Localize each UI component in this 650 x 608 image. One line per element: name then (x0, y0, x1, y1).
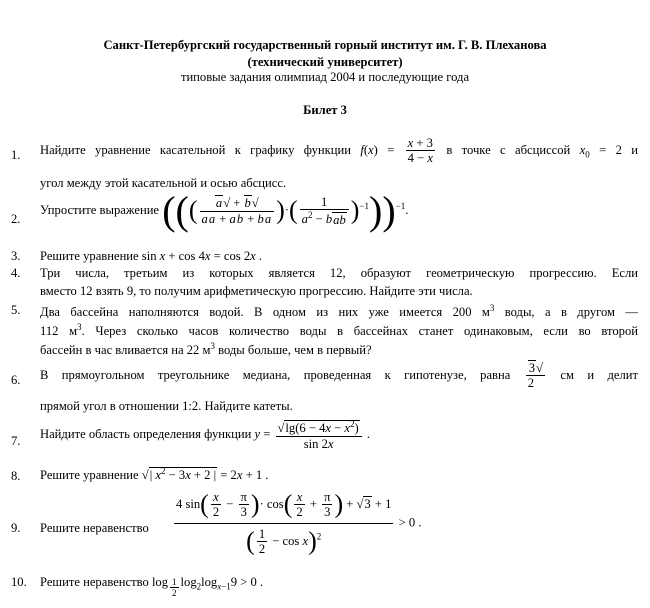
problem-number: 8. (11, 469, 21, 483)
problem-5-text-b: воды, а в другом — (504, 305, 638, 320)
problem-3-text: Решите уравнение (40, 249, 139, 263)
problem-number: 6. (11, 373, 21, 387)
problem-1-line-1 (40, 136, 638, 166)
problem-8-line (40, 466, 268, 483)
problem-5-line-1: Два бассейна наполняются водой. В одном из них уже имеется 200 $м^3$ воды, а в другом — (40, 303, 638, 320)
problem-8-equation: √| $x^2 - 3x + 2$ | = 2x + 1 . (141, 466, 269, 483)
problem-10-inequality: log $_{\frac{1}{2}}$ $\log_2\log_{x-1}9 > 0$ . (151, 575, 264, 598)
problem-7-function: y = $\frac{√\lg(6 - 4x - x^2)}{\sin 2x}$ . (254, 419, 370, 451)
problem-6-text-b: см и делит (560, 367, 638, 382)
problem-10-line (40, 575, 263, 598)
problem-10-text: Решите неравенство (40, 575, 149, 589)
problem-4-text-a: Три числа, третьим из которых является 12, образуют геометрическую прогрессию. Если (40, 266, 638, 280)
problem-8-text: Решите уравнение (40, 468, 139, 483)
problem-5-line-3: бассейн в час вливается на 22 $м^3$ воды больше, чем в первый? (40, 341, 372, 358)
problem-4-text-b: вместо 12 взять 9, то получим арифметическую прогрессию. Найдите эти числа. (40, 284, 473, 298)
university-subtitle: (технический университет) (247, 55, 403, 69)
problem-9-text: Решите неравенство (40, 521, 149, 535)
ticket-title: Билет 3 (303, 103, 347, 117)
problem-2-text: Упростите выражение (40, 202, 160, 217)
problem-5-line-2: 112 $м^3$. Через сколько часов количество воды в бассейнах станет одинаковым, если во второй (40, 322, 639, 339)
problem-7-line (40, 419, 370, 451)
olympiad-subtitle: типовые задания олимпиад 2004 и последующие года (180, 70, 470, 84)
problem-1-text-c: и (631, 142, 639, 157)
problem-1-text-a: Найдите уравнение касательной к графику функции (40, 142, 351, 157)
problem-number: 1. (11, 148, 21, 162)
problem-6-fraction: $\frac{3√}{2}$ (527, 361, 543, 391)
problem-2-line (40, 188, 409, 234)
problem-5-text-d: . Через сколько часов количество воды в бассейнах станет одинаковым, если во второй (81, 324, 639, 339)
problem-number: 4. (11, 266, 21, 280)
problem-5-text-c: 112 м (40, 324, 78, 339)
problem-7-text: Найдите область определения функции (40, 426, 252, 441)
problem-5-text-f: воды больше, чем в первый? (218, 343, 372, 358)
problem-number: 5. (11, 303, 21, 317)
problem-1-function: f(x) = $\frac{x + 3}{4 - x}$ (360, 136, 433, 166)
institute-title: Санкт-Петербургский государственный горный институт им. Г. В. Плеханова (103, 38, 547, 52)
problem-number: 7. (11, 434, 21, 448)
problem-5-text-e: бассейн в час вливается на 22 м (40, 343, 211, 358)
problem-6-text-c: прямой угол в отношении 1:2. Найдите катеты. (40, 399, 293, 413)
problem-number: 9. (11, 521, 21, 535)
problem-number: 10. (11, 575, 27, 589)
problem-1-text-b: в точке с абсциссой (446, 142, 571, 157)
problem-6-text-a: В прямоугольном треугольнике медиана, проведенная к гипотенузе, равна (40, 367, 511, 382)
problem-1-x0: $x_0 = 2$ (579, 142, 622, 160)
problem-9-inequality: 4 sin( $\frac{x}{2}$ − $\frac{\pi}{3}$ )· cos( $\frac{x}{2}$ + $\frac{\pi}{3}$ ) + √3 + 1 ( $\frac{1}{2}$ − cos x)$^2$ > 0 . (176, 489, 422, 557)
problem-3-line (40, 249, 262, 264)
problem-5-text-a: Два бассейна наполняются водой. В одном из них уже имеется 200 м (40, 305, 490, 320)
problem-3-equation: sin x + cos 4x = cos 2x . (141, 249, 263, 263)
problem-6-line-1 (40, 361, 638, 391)
problem-2-expression: ((( $\frac{a√ + b√}{aa + ab + ba}$ )·( $\frac{1}{a^2 - bab}$ )$^{-1}$))$^{-1}$. (162, 188, 409, 234)
problem-number: 3. (11, 249, 21, 263)
problem-1-text-d: угол между этой касательной и осью абсцисс. (40, 176, 287, 190)
problem-number: 2. (11, 212, 21, 226)
